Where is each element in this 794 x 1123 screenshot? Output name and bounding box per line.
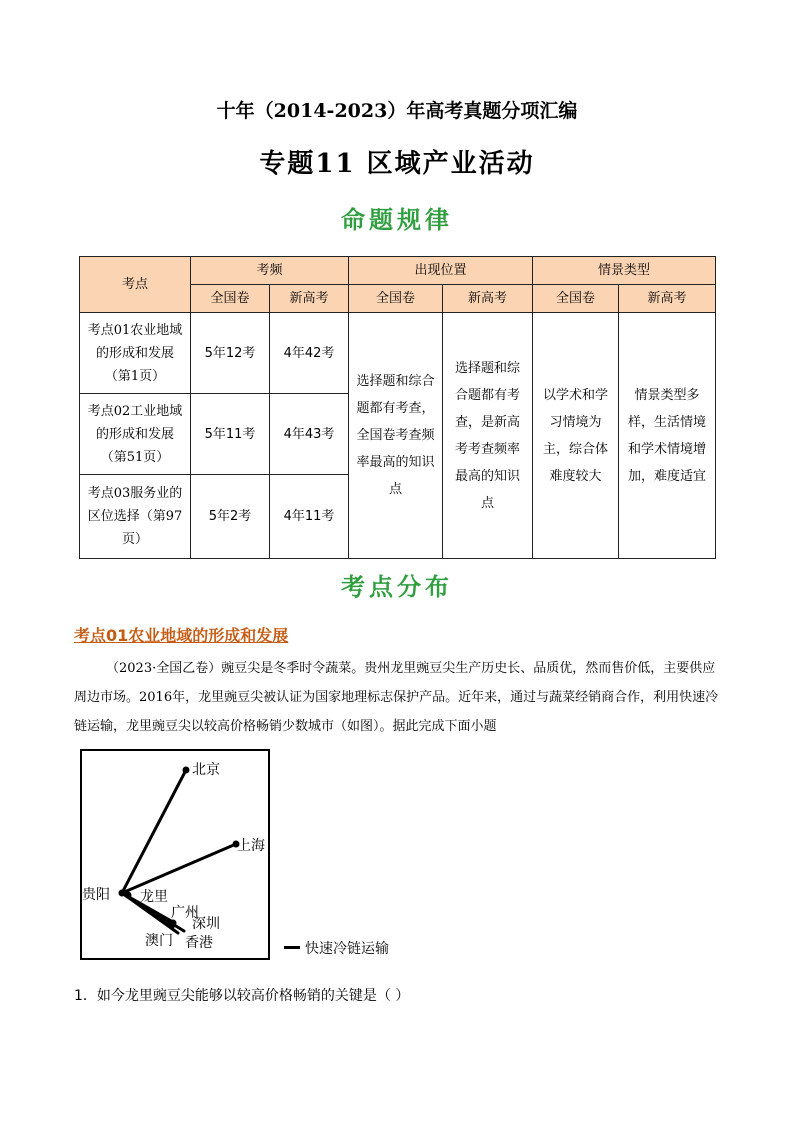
label-shanghai: 上海 — [237, 838, 265, 854]
passage-text: 豌豆尖是冬季时令蔬菜。贵州龙里豌豆尖生产历史长、品质优，然而售价低，主要供应周边市场。2016年，龙里豌豆尖被认证为国家地理标志保护产品。近年来，通过与蔬菜经销商合作，利用快速冷链运输，龙里豌豆尖以较高价格畅销少数城市（如图）。据此完成下面小题 — [74, 661, 719, 734]
table-cell-freq: 4年43考 — [270, 394, 349, 475]
subheader-xingaokao: 新高考 — [270, 285, 349, 313]
label-guiyang: 贵阳 — [82, 887, 110, 903]
table-cell-freq: 5年2考 — [191, 475, 270, 559]
passage-source: （2023·全国乙卷） — [106, 661, 222, 676]
header-kaopin: 考频 — [191, 257, 349, 285]
section-title-fenbu: 考点分布 — [341, 572, 453, 601]
table-cell-freq: 4年11考 — [270, 475, 349, 559]
table-cell-freq: 5年11考 — [191, 394, 270, 475]
header-weizhi: 出现位置 — [349, 257, 533, 285]
table-cell-weizhi-xingaokao: 选择题和综合题都有考查，是新高考考查频率最高的知识点 — [443, 313, 533, 559]
subheader-quanguo: 全国卷 — [191, 285, 270, 313]
table-cell-point: 考点02工业地域的形成和发展（第51页） — [80, 394, 191, 475]
table-cell-freq: 4年42考 — [270, 313, 349, 394]
map-svg — [82, 751, 268, 958]
document-title: 十年（2014-2023）年高考真题分项汇编 — [216, 100, 578, 122]
label-shenzhen: 深圳 — [192, 916, 220, 932]
table-cell-point: 考点03服务业的区位选择（第97页） — [80, 475, 191, 559]
subheader-xingaokao: 新高考 — [619, 285, 716, 313]
dot-guiyang — [119, 890, 126, 897]
route-beijing — [122, 770, 186, 893]
kaodian-heading: 考点01农业地域的形成和发展 — [74, 626, 289, 645]
legend-label: 快速冷链运输 — [305, 941, 389, 957]
label-xianggang: 香港 — [185, 935, 213, 951]
section-title-mingti: 命题规律 — [341, 205, 453, 234]
legend-line-icon — [284, 946, 300, 949]
header-kaodian: 考点 — [80, 257, 191, 313]
label-beijing: 北京 — [192, 762, 220, 778]
subheader-xingaokao: 新高考 — [443, 285, 533, 313]
subheader-quanguo: 全国卷 — [533, 285, 619, 313]
exam-pattern-table — [79, 256, 716, 559]
passage — [74, 654, 720, 741]
question-1: 1．如今龙里豌豆尖能够以较高价格畅销的关键是（ ） — [74, 988, 410, 1004]
dot-longli — [125, 892, 132, 899]
label-aomen: 澳门 — [145, 933, 173, 949]
table-cell-qingjing-quanguo: 以学术和学习情境为主，综合体难度较大 — [533, 313, 619, 559]
table-cell-point: 考点01农业地域的形成和发展（第1页） — [80, 313, 191, 394]
table-cell-weizhi-quanguo: 选择题和综合题都有考查，全国卷考查频率最高的知识点 — [349, 313, 443, 559]
label-longli: 龙里 — [140, 889, 168, 905]
header-qingjing: 情景类型 — [533, 257, 716, 285]
document-subtitle: 专题11 区域产业活动 — [259, 149, 535, 179]
table-cell-qingjing-xingaokao: 情景类型多样，生活情境和学术情境增加，难度适宜 — [619, 313, 716, 559]
route-shanghai — [122, 844, 236, 893]
table-cell-freq: 5年12考 — [191, 313, 270, 394]
label-guangzhou: 广州 — [171, 905, 199, 921]
subheader-quanguo: 全国卷 — [349, 285, 443, 313]
cold-chain-map — [80, 749, 270, 960]
dot-beijing — [183, 767, 190, 774]
